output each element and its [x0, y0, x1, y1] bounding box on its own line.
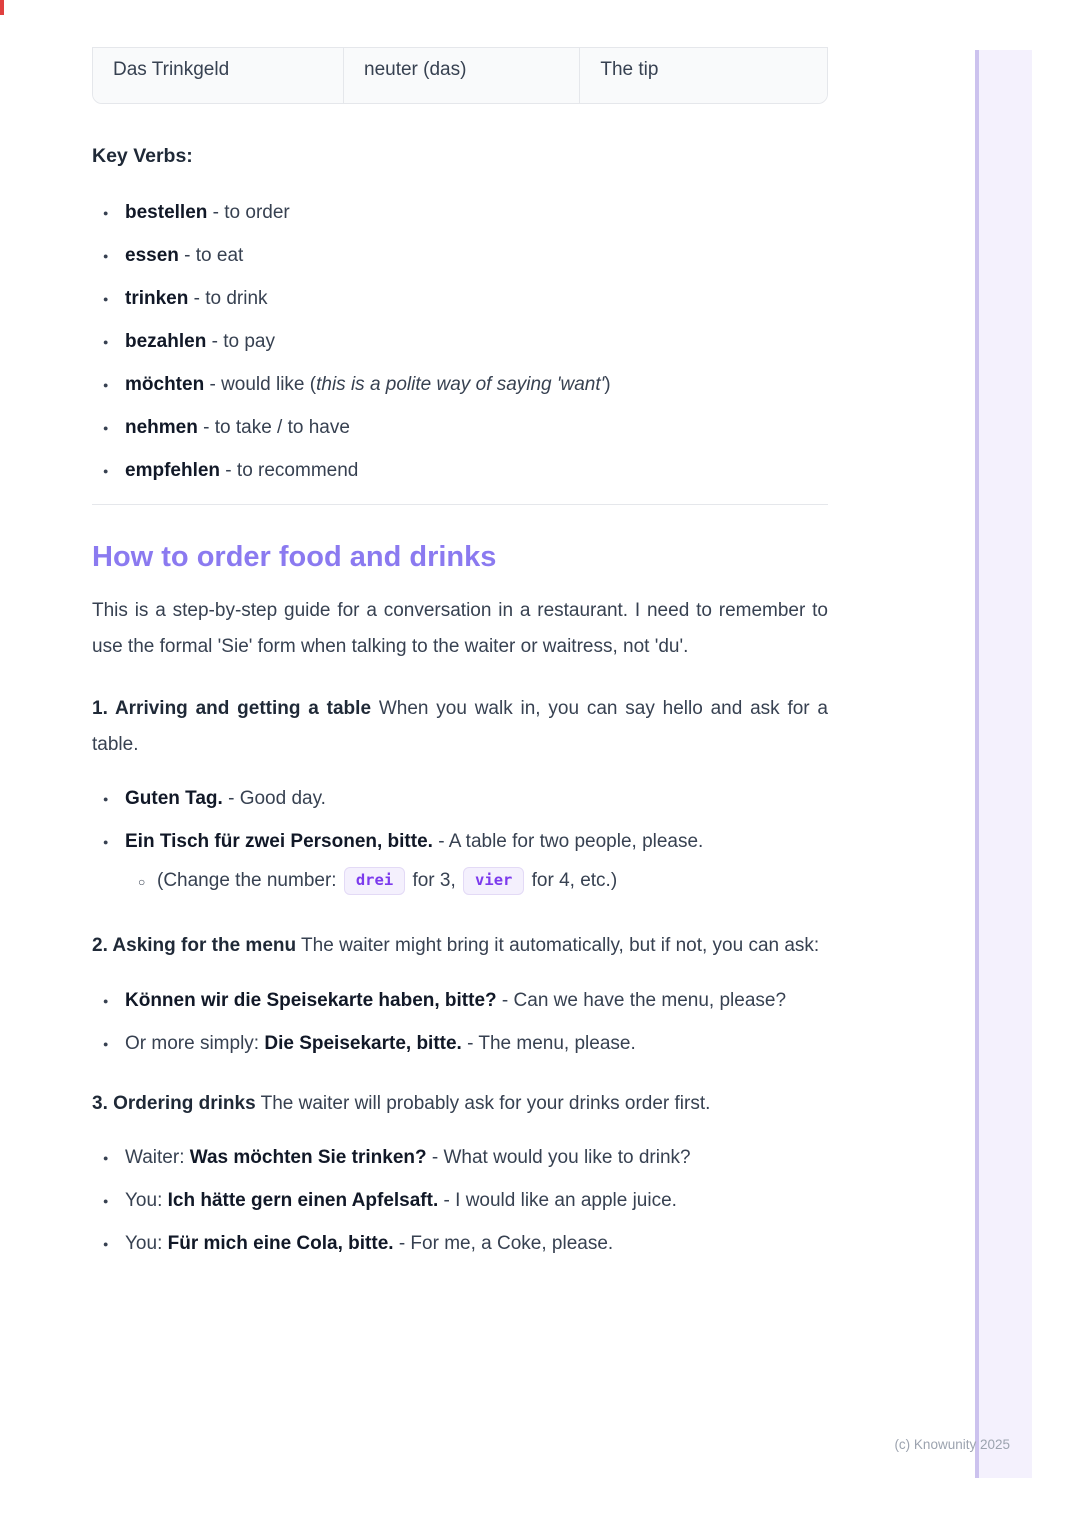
verb-item [125, 455, 828, 486]
phrase-item [125, 985, 828, 1016]
step-2-title-rest: The waiter might bring it automatically, but if not, you can ask: [296, 935, 820, 956]
phrase-german: Können wir die Speisekarte haben, bitte? [125, 989, 497, 1011]
phrase-english: - Can we have the menu, please? [496, 989, 787, 1011]
code-chip-drei: drei [344, 867, 405, 895]
phrase-german: Für mich eine Cola, bitte. [167, 1233, 394, 1254]
step-2-bullets [92, 985, 828, 1059]
sub-bullet-item [157, 861, 828, 901]
verb-desc: - to eat [178, 245, 244, 266]
verb-term: bezahlen [125, 331, 207, 352]
sub-bullet-list [125, 861, 828, 901]
verb-item [125, 240, 828, 271]
step-3-title [92, 1086, 828, 1122]
sub-bullet-pre: (Change the number: [157, 870, 342, 891]
key-verbs-list [92, 197, 828, 486]
verb-desc: - to order [207, 202, 290, 223]
verb-term: bestellen [125, 202, 208, 223]
phrase-german: Was möchten Sie trinken? [189, 1147, 427, 1168]
vocab-cell-gender: neuter (das) [344, 48, 580, 103]
section-divider [92, 504, 828, 505]
verb-item [125, 326, 828, 357]
phrase-item [125, 1185, 828, 1216]
guide-intro: This is a step-by-step guide for a conversation in a restaurant. I need to remember to use the formal 'Sie' form when talking to the waiter or waitress, not 'du'. [92, 600, 828, 657]
step-1-bullets [92, 783, 828, 901]
verb-term: essen [125, 245, 179, 266]
verb-term: nehmen [125, 417, 198, 438]
phrase-pre: You: [125, 1233, 168, 1254]
vocab-cell-english: The tip [580, 48, 827, 103]
verb-item [125, 369, 828, 400]
step-1-title [92, 691, 828, 762]
step-3-title-rest: The waiter will probably ask for your drinks order first. [255, 1092, 711, 1114]
phrase-item [125, 826, 828, 901]
phrase-german: Ein Tisch für zwei Personen, bitte. [125, 831, 433, 852]
key-verbs-heading: Key Verbs: [92, 145, 193, 167]
verb-desc: - would like ( [204, 374, 317, 395]
phrase-english: - For me, a Coke, please. [393, 1233, 614, 1254]
sub-bullet-post: for 4, etc.) [526, 870, 618, 891]
phrase-german: Guten Tag. [125, 788, 223, 809]
verb-item [125, 197, 828, 228]
verb-desc: - to recommend [220, 460, 359, 481]
phrase-english: - I would like an apple juice. [438, 1190, 677, 1211]
verb-desc: - to pay [206, 331, 275, 352]
verb-term: empfehlen [125, 460, 221, 481]
copyright-footer: (c) Knowunity 2025 [894, 1437, 1010, 1452]
phrase-german: Die Speisekarte, bitte. [264, 1032, 462, 1054]
phrase-english: - A table for two people, please. [432, 831, 704, 852]
phrase-english: - Good day. [222, 788, 326, 809]
sub-bullet-mid: for 3, [407, 870, 462, 891]
step-3-title-bold: 3. Ordering drinks [92, 1092, 256, 1114]
verb-item [125, 283, 828, 314]
verb-item [125, 412, 828, 443]
phrase-item [125, 1228, 828, 1259]
document-content [92, 0, 828, 1271]
verb-note-italic: this is a polite way of saying 'want' [316, 374, 605, 395]
vocab-cell-german: Das Trinkgeld [93, 48, 344, 103]
phrase-german: Ich hätte gern einen Apfelsaft. [167, 1190, 439, 1211]
phrase-pre: You: [125, 1190, 168, 1211]
phrase-pre: Or more simply: [125, 1032, 265, 1054]
verb-desc-after: ) [604, 374, 611, 395]
phrase-pre: Waiter: [125, 1147, 190, 1168]
verb-desc: - to take / to have [197, 417, 350, 438]
guide-heading: How to order food and drinks [92, 541, 497, 573]
step-1-title-rest: When you walk in, you can say hello and ask for a table. [92, 698, 828, 755]
step-2-title [92, 928, 828, 964]
next-page-edge-panel [975, 50, 1032, 1478]
step-1-title-bold: 1. Arriving and getting a table [92, 698, 372, 719]
verb-term: möchten [125, 374, 205, 395]
step-3-bullets [92, 1142, 828, 1259]
code-chip-vier: vier [463, 867, 524, 895]
phrase-english: - The menu, please. [461, 1032, 636, 1054]
step-2-title-bold: 2. Asking for the menu [92, 935, 297, 956]
phrase-item [125, 1142, 828, 1173]
phrase-item [125, 1028, 828, 1059]
vocab-table-row [92, 47, 828, 104]
phrase-english: - What would you like to drink? [426, 1147, 691, 1168]
verb-desc: - to drink [188, 288, 268, 309]
verb-term: trinken [125, 288, 189, 309]
red-corner-mark [0, 0, 4, 15]
phrase-item [125, 783, 828, 814]
